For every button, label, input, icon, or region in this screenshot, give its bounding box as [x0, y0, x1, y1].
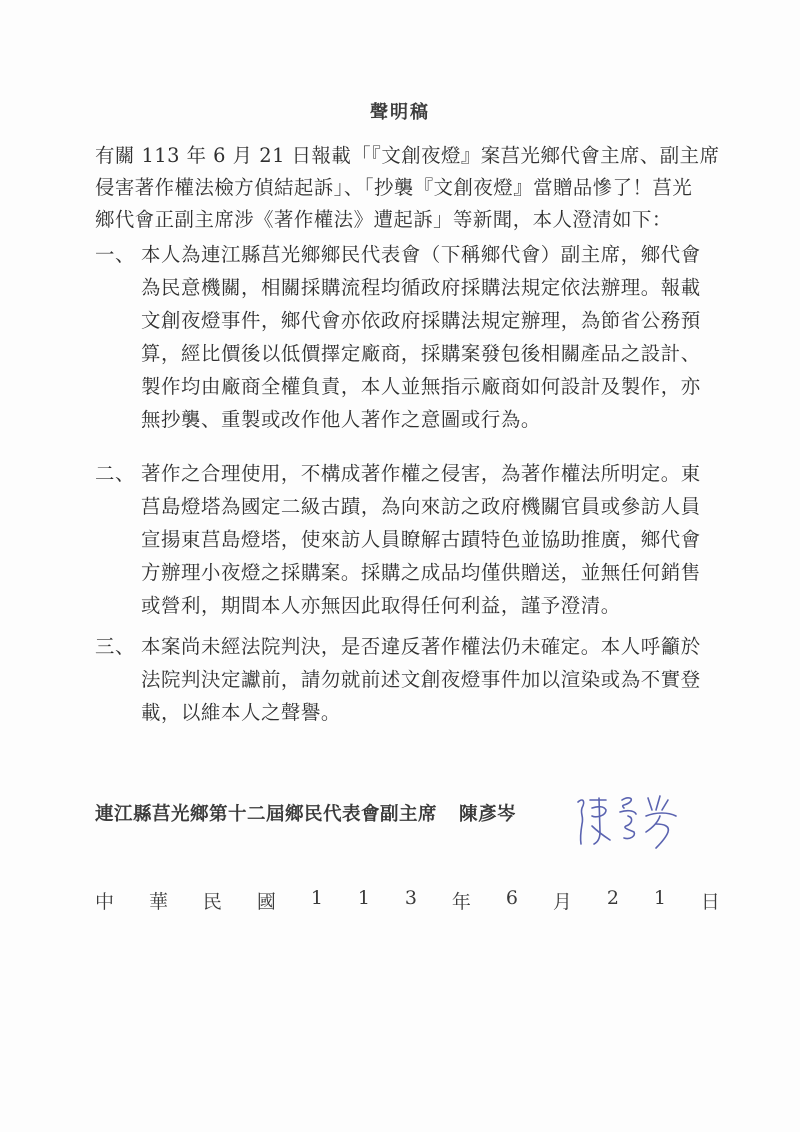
signatory-title: 連江縣莒光鄉第十二屆鄉民代表會副主席 — [95, 804, 438, 825]
item-line: 載，以維本人之聲譽。 — [141, 701, 341, 724]
item-line: 製作均由廠商全權負責，本人並無指示廠商如何設計及製作，亦 — [141, 375, 701, 398]
item-line: 著作之合理使用，不構成著作權之侵害，為著作權法所明定。東 — [141, 462, 701, 485]
date-part: 日 — [700, 891, 720, 913]
item-line: 宣揚東莒島燈塔，使來訪人員瞭解古蹟特色並協助推廣，鄉代會 — [141, 528, 701, 551]
signatory-name: 陳彥岑 — [459, 804, 517, 825]
item-line: 莒島燈塔為國定二級古蹟，為向來訪之政府機關官員或參訪人員 — [141, 495, 701, 518]
item-line: 為民意機關，相關採購流程均循政府採購法規定依法辦理。報載 — [141, 276, 701, 299]
date-part: 6 — [505, 887, 518, 909]
item-line: 或營利，期間本人亦無因此取得任何利益，謹予澄清。 — [141, 594, 621, 617]
date-part: 2 — [606, 887, 619, 909]
statement-item-3 — [95, 630, 710, 729]
item-number: 三、 — [95, 635, 135, 658]
item-number: 二、 — [95, 462, 135, 485]
date-part: 1 — [653, 887, 666, 909]
date-line — [95, 887, 720, 914]
handwritten-signature-icon — [572, 792, 692, 852]
intro-paragraph — [95, 140, 720, 236]
date-part: 民 — [202, 891, 222, 913]
intro-line: 有關 113 年 6 月 21 日報載「『文創夜燈』案莒光鄉代會主席、副主席 — [95, 144, 720, 167]
intro-line: 鄉代會正副主席涉《著作權法》遭起訴」等新聞，本人澄清如下： — [95, 208, 672, 231]
statement-item-2 — [95, 457, 710, 622]
date-part: 國 — [256, 891, 276, 913]
intro-line: 侵害著作權法檢方偵結起訴」、「抄襲『文創夜燈』當贈品慘了！莒光 — [95, 176, 693, 199]
date-part: 1 — [310, 887, 323, 909]
date-part: 月 — [552, 891, 572, 913]
item-number: 一、 — [95, 243, 135, 266]
date-part: 1 — [357, 887, 370, 909]
item-line: 算，經比價後以低價擇定廠商，採購案發包後相關產品之設計、 — [141, 342, 701, 365]
item-line: 無抄襲、重製或改作他人著作之意圖或行為。 — [141, 408, 541, 431]
statement-item-1 — [95, 238, 710, 436]
item-line: 方辦理小夜燈之採購案。採購之成品均僅供贈送，並無任何銷售 — [141, 561, 701, 584]
document-title: 聲明稿 — [370, 102, 430, 123]
date-part: 中 — [95, 891, 115, 913]
signature-line — [95, 800, 516, 826]
date-part: 華 — [148, 891, 168, 913]
item-line: 法院判決定讞前，請勿就前述文創夜燈事件加以渲染或為不實登 — [141, 668, 701, 691]
item-line: 本人為連江縣莒光鄉鄉民代表會（下稱鄉代會）副主席，鄉代會 — [141, 243, 701, 266]
item-line: 本案尚未經法院判決，是否違反著作權法仍未確定。本人呼籲於 — [141, 635, 701, 658]
date-part: 年 — [451, 891, 471, 913]
date-part: 3 — [404, 887, 417, 909]
item-line: 文創夜燈事件，鄉代會亦依政府採購法規定辦理，為節省公務預 — [141, 309, 701, 332]
